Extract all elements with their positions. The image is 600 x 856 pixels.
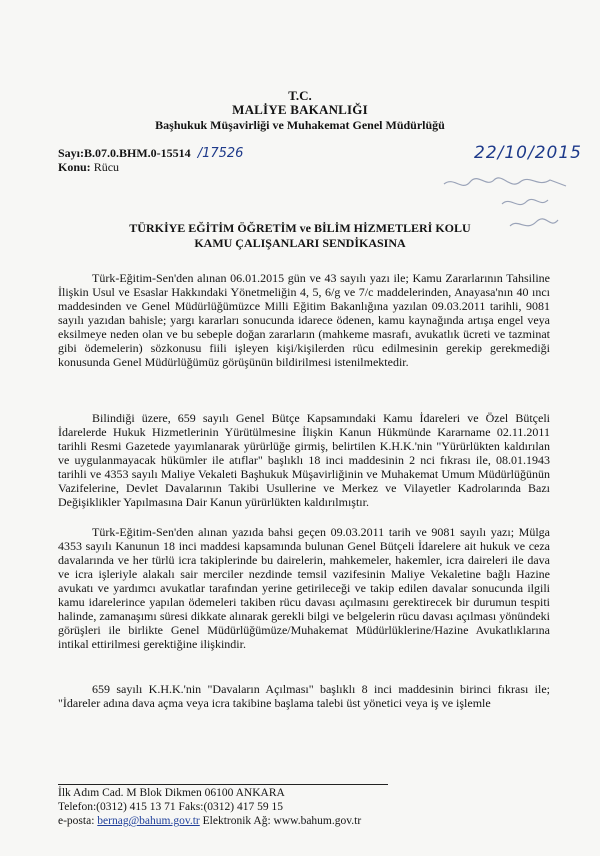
- meta-sayi: [58, 146, 243, 161]
- footer-address: İlk Adım Cad. M Blok Dikmen 06100 ANKARA: [58, 787, 285, 799]
- sayi-handwritten: /17526: [197, 146, 244, 161]
- body-paragraph-2: [58, 411, 550, 509]
- body-paragraph-4-text: 659 sayılı K.H.K.'nin "Davaların Açılması" başlıklı 8 inci maddesinin birinci fıkrası ile; "İdareler adına dava açma veya icra takibine başlama talebi üst yönetici veya iş ve işlemle: [58, 682, 550, 710]
- body-paragraph-4: [58, 682, 550, 710]
- body-paragraph-3: [58, 525, 550, 651]
- footer-contact: [58, 814, 361, 828]
- header-tc: T.C.: [288, 88, 312, 103]
- footer-email-link[interactable]: bernag@bahum.gov.tr: [97, 815, 200, 827]
- recipient-line-1: TÜRKİYE EĞİTİM ÖĞRETİM ve BİLİM HİZMETLERİ KOLU: [129, 221, 471, 235]
- konu-label: Konu:: [58, 160, 91, 174]
- header-ministry: MALİYE BAKANLIĞI: [232, 102, 368, 117]
- footer-email-label: e-posta:: [58, 815, 95, 827]
- meta-konu: [58, 160, 119, 175]
- recipient-line-2: KAMU ÇALIŞANLARI SENDİKASINA: [194, 236, 406, 250]
- body-paragraph-1-text: Türk-Eğitim-Sen'den alınan 06.01.2015 gün ve 43 sayılı yazı ile; Kamu Zararlarının Tahsiline İlişkin Usul ve Esaslar Hakkındaki Yönetmeliğin 4, 5, 6/g ve 7/c maddelerinden, Anayasa'nın 40 ıncı maddesinden ve Genel Müdürlüğümüzce Milli Eğitim Bakanlığına yazılan 09.03.2011 tarihli, 9081 sayılı yazıdan bahisle; yargı kararları sonucunda idarece ödenen, kamu kaynağında artışa engel veya eksilmeye neden olan ve bu sebeple doğan zararların (mahkeme masrafı, avukatlık ücreti ve tazminat gibi ödemelerin) sözkonusu fiili işleyen kişi/kişilerden rücu edilmesinin gerekip gerekmediği konusunda Genel Müdürlüğümüz görüşünün bildirilmesi istenilmektedir.: [58, 271, 550, 369]
- konu-value: Rücu: [93, 160, 120, 174]
- body-paragraph-3-text: Türk-Eğitim-Sen'den alınan yazıda bahsi geçen 09.03.2011 tarih ve 9081 sayılı yazı; Mülga 4353 sayılı Kanunun 18 inci maddesi kapsamında bulunan Genel Bütçeli İdarelere ait hukuk ve ceza davalarında ve her türlü icra takiplerinde bu dairelerin, mahkemeler, hakemler, icra daireleri ile dava ve icra işleriyle alakalı sair merciler nezdinde temsil vazifesinin Maliye Vekaletine bağlı Hazine avukatı ve yardımcı avukatlar tarafından yerine getirileceği ve takip edilen davalar sonucunda ilgili kamu idarelerince yapılan ödemeleri takiben rücu davası açılmasını gerektirecek bir durumun tespiti halinde, zamanaşımı süresi dikkate alınarak gerekli bilgi ve belgelerin rücu davası açılması yönündeki görüşleri ile birlikte Genel Müdürlüğümüze/Muhakemat Müdürlüklerine/Hazine Avukatlıklarına intikal ettirilmesi gerektiğine ilişkindir.: [58, 525, 550, 651]
- body-paragraph-2-text: Bilindiği üzere, 659 sayılı Genel Bütçe Kapsamındaki Kamu İdareleri ve Özel Bütçeli İdarelerde Hukuk Hizmetlerinin Yürütülmesine İlişkin Kanun Hükmünde Kararname 02.11.2011 tarihli Resmi Gazetede yayımlanarak yürürlüğe girmiş, belirtilen K.H.K.'nin "Yürürlükten kaldırılan ve uygulanmayacak hükümler ile atıflar" başlıklı 18 inci maddesinin 2 nci fıkrası ile, 08.01.1943 tarihli ve 4353 sayılı Maliye Vekaleti Başhukuk Müşavirliğinin ve Muhakemat Umum Müdürlüğünün Vazifelerine, Devlet Davalarının Takibi Usullerine ve Merkez ve Vilayetler Kadrolarında Bazı Değişiklikler Yapılmasına Dair Kanun yürürlükten kaldırılmıştır.: [58, 411, 550, 509]
- handwritten-date: 22/10/2015: [474, 143, 582, 163]
- body-paragraph-1: [58, 271, 550, 369]
- header-directorate: Başhukuk Müşavirliği ve Muhakemat Genel Müdürlüğü: [155, 118, 445, 132]
- sayi-label: Sayı:: [58, 146, 85, 160]
- footer-network[interactable]: Elektronik Ağ: www.bahum.gov.tr: [202, 815, 362, 827]
- sayi-value: B.07.0.BHM.0-15514: [84, 146, 191, 160]
- footer-phone: Telefon:(0312) 415 13 71 Faks:(0312) 417 59 15: [58, 801, 284, 813]
- footer-divider: [58, 784, 388, 785]
